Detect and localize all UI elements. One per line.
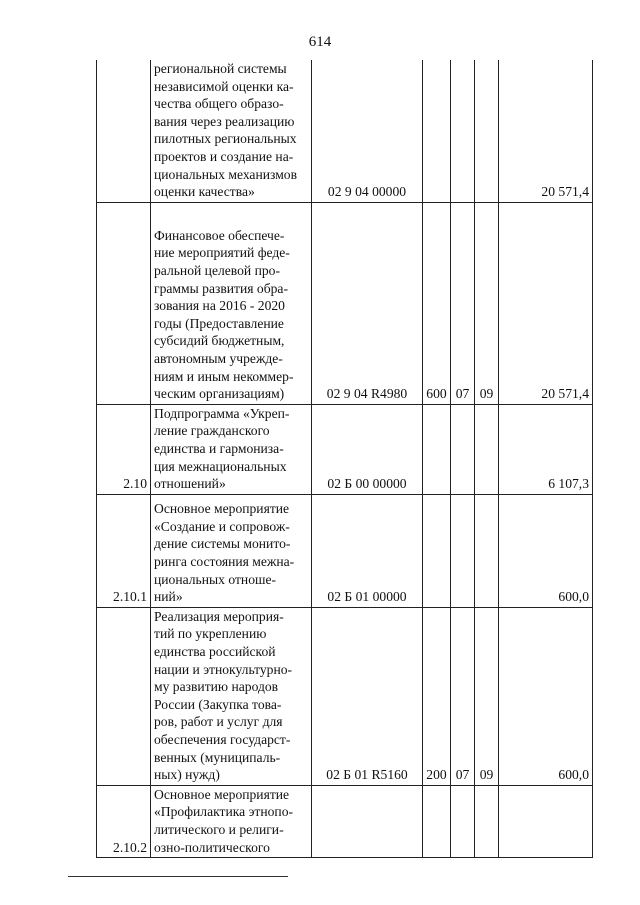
row-name-line: ческим организациям)	[154, 386, 285, 402]
table-row	[97, 60, 593, 202]
row-name-line: ция межнациональных	[154, 458, 287, 474]
row-number-cell	[97, 60, 151, 202]
amount-cell	[499, 785, 593, 857]
row-name-line: обеспечения государст-	[154, 731, 291, 747]
amount-cell: 600,0	[499, 607, 593, 785]
row-number-cell	[97, 607, 151, 785]
amount-cell: 20 571,4	[499, 60, 593, 202]
row-name-line: региональной системы	[154, 61, 287, 76]
row-name-line: чества общего образо-	[154, 96, 284, 112]
row-name-cell	[151, 607, 312, 785]
row-name-line: граммы развития обра-	[154, 280, 288, 296]
target-code-cell: 02 9 04 R4980	[312, 202, 423, 404]
row-name-line: «Профилактика этнопо-	[154, 804, 294, 820]
row-name-line: ниям и иным некоммер-	[154, 368, 294, 384]
row-name-line: венных (муниципаль-	[154, 749, 281, 765]
row-name-line: озно-политического	[154, 839, 270, 855]
subsection-cell	[475, 404, 499, 494]
row-name-line: циональных отноше-	[154, 571, 277, 587]
table-row	[97, 494, 593, 607]
row-name-line: «Создание и сопровож-	[154, 518, 290, 534]
row-name-line: зования на 2016 - 2020	[154, 298, 285, 314]
page-number: 614	[308, 34, 332, 50]
row-number-cell: 2.10.2	[97, 785, 151, 857]
row-name-line: ринга состояния межна-	[154, 553, 295, 569]
row-name-cell	[151, 202, 312, 404]
row-name-line: нации и этнокультурно-	[154, 661, 293, 677]
row-name-line: единства и гармониза-	[154, 440, 284, 456]
table-row	[97, 202, 593, 404]
target-code-cell	[312, 785, 423, 857]
subsection-cell	[475, 785, 499, 857]
section-cell	[451, 60, 475, 202]
row-name-line: му развитию народов	[154, 679, 279, 695]
footnote-rule	[68, 876, 288, 877]
table-row	[97, 785, 593, 857]
row-name-cell	[151, 404, 312, 494]
row-name-line: циональных механизмов	[154, 166, 298, 182]
row-name-line: Финансовое обеспече-	[154, 227, 285, 243]
row-name-line: оценки качества»	[154, 184, 255, 200]
expense-type-cell: 600	[423, 202, 451, 404]
row-name-line: субсидий бюджетным,	[154, 333, 285, 349]
target-code-cell: 02 Б 01 R5160	[312, 607, 423, 785]
amount-cell: 20 571,4	[499, 202, 593, 404]
expense-type-cell	[423, 785, 451, 857]
row-name-line: единства российской	[154, 643, 276, 659]
row-name-line: ление гражданского	[154, 423, 270, 439]
budget-table	[96, 60, 593, 858]
table-body	[97, 60, 593, 858]
table-row	[97, 607, 593, 785]
row-name-line: литического и религи-	[154, 821, 284, 837]
section-cell	[451, 785, 475, 857]
expense-type-cell	[423, 404, 451, 494]
amount-cell: 600,0	[499, 494, 593, 607]
subsection-cell: 09	[475, 202, 499, 404]
row-name-line: ных) нужд)	[154, 767, 220, 783]
row-name-line: автономным учрежде-	[154, 350, 283, 366]
row-name-line: независимой оценки ка-	[154, 78, 294, 94]
row-name-line: ний»	[154, 589, 183, 605]
target-code-cell: 02 9 04 00000	[312, 60, 423, 202]
subsection-cell: 09	[475, 607, 499, 785]
amount-cell: 6 107,3	[499, 404, 593, 494]
expense-type-cell: 200	[423, 607, 451, 785]
row-name-cell	[151, 785, 312, 857]
row-name-cell	[151, 60, 312, 202]
subsection-cell	[475, 494, 499, 607]
row-name-line: Подпрограмма «Укреп-	[154, 405, 290, 421]
target-code-cell: 02 Б 01 00000	[312, 494, 423, 607]
target-code-cell: 02 Б 00 00000	[312, 404, 423, 494]
row-name-line: пилотных региональных	[154, 131, 297, 147]
row-name-line: России (Закупка това-	[154, 696, 282, 712]
row-name-line: вания через реализацию	[154, 113, 295, 129]
row-name-cell	[151, 494, 312, 607]
row-name-line: тий по укреплению	[154, 626, 267, 642]
expense-type-cell	[423, 494, 451, 607]
row-number-cell: 2.10	[97, 404, 151, 494]
row-number-cell	[97, 202, 151, 404]
row-name-line: Реализация мероприя-	[154, 608, 284, 624]
section-cell: 07	[451, 607, 475, 785]
row-name-line: годы (Предоставление	[154, 315, 284, 331]
row-name-line: ров, работ и услуг для	[154, 714, 283, 730]
row-name-line: отношений»	[154, 476, 226, 492]
subsection-cell	[475, 60, 499, 202]
row-name-line: ние мероприятий феде-	[154, 245, 290, 261]
row-name-line: ральной целевой про-	[154, 263, 280, 278]
row-number-cell: 2.10.1	[97, 494, 151, 607]
row-name-line: проектов и создание на-	[154, 148, 294, 164]
row-name-line: Основное мероприятие	[154, 501, 290, 517]
section-cell	[451, 404, 475, 494]
expense-type-cell	[423, 60, 451, 202]
row-name-line: Основное мероприятие	[154, 786, 290, 802]
section-cell	[451, 494, 475, 607]
section-cell: 07	[451, 202, 475, 404]
row-name-line: дение системы монито-	[154, 536, 291, 552]
table-row	[97, 404, 593, 494]
